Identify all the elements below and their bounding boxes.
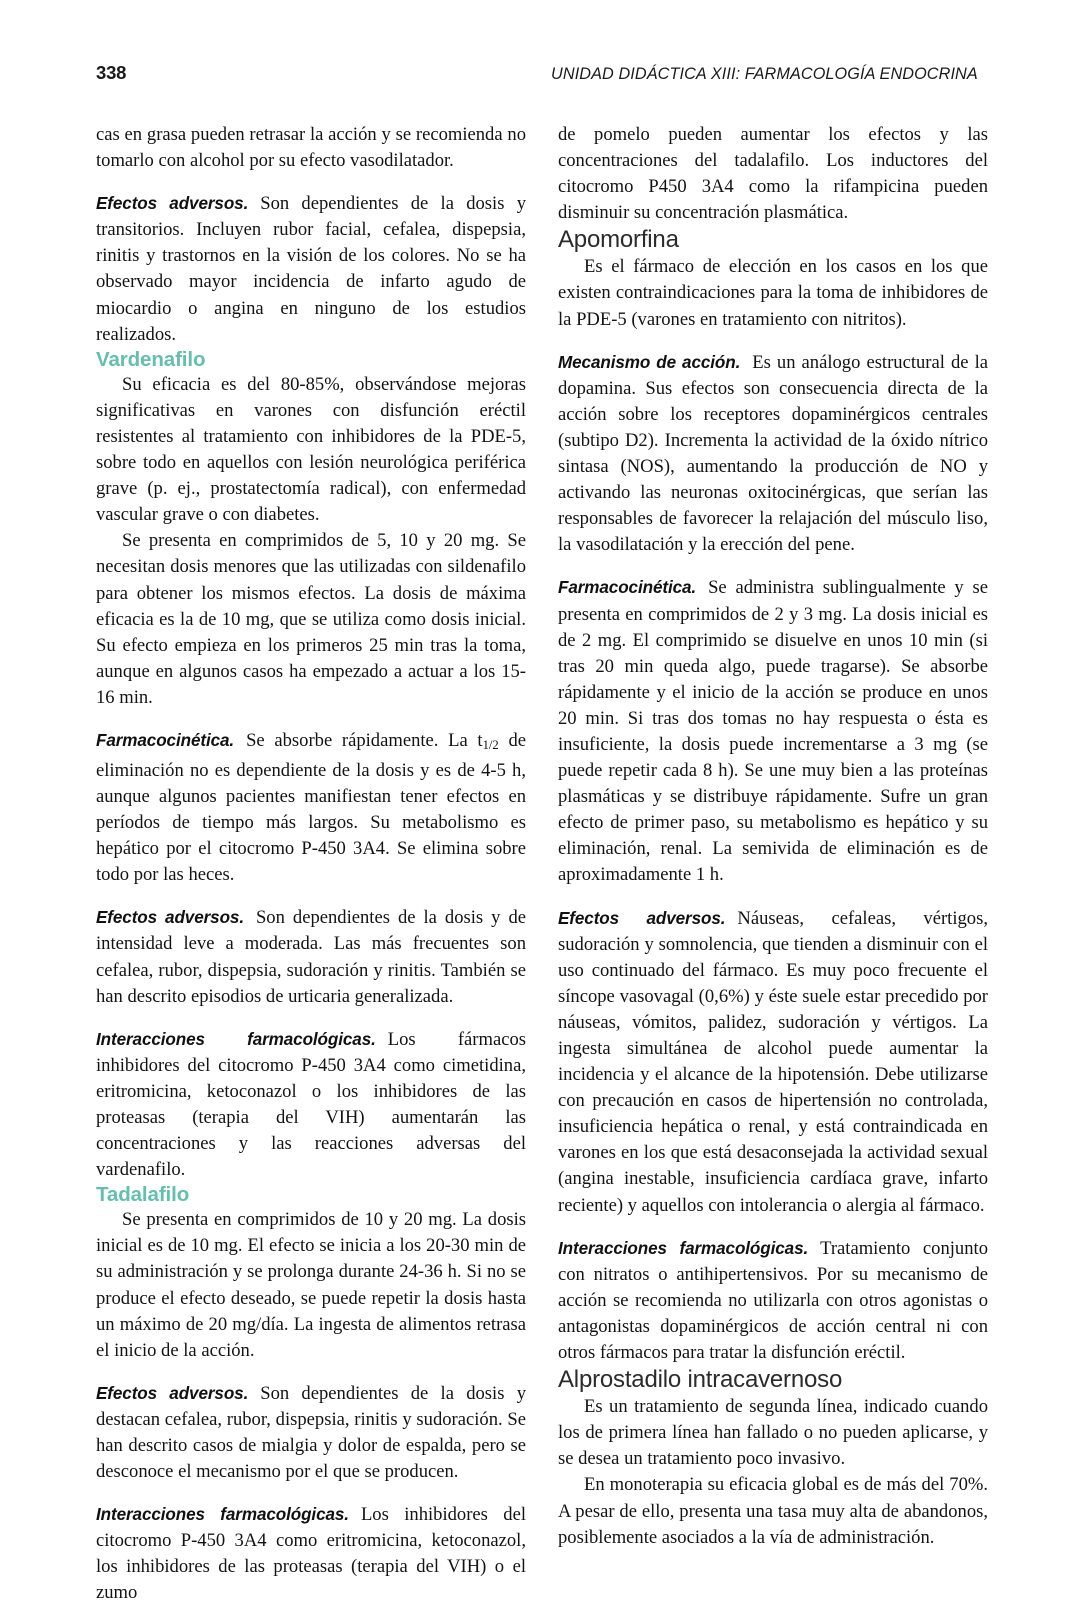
paragraph-text: Son dependientes de la dosis y de intensidad leve a moderada. Las más frecuentes son cefalea, rubor, dispepsia, sudoración y rinitis. También se han descrito episodios de urticaria generalizada. xyxy=(96,907,526,1007)
lead-in-label: Farmacocinética. xyxy=(96,730,235,750)
section-heading-vardenafilo: Vardenafilo xyxy=(96,347,206,371)
lead-in-label: Mecanismo de acción. xyxy=(558,352,741,372)
paragraph-text: Son dependientes de la dosis y transitorios. Incluyen rubor facial, cefalea, dispepsia, rinitis y trastornos en la visión de los colores. No se ha observado mayor incidencia de infarto agudo de miocardio o angina en ninguno de los estudios realizados. xyxy=(96,193,526,345)
left-column xyxy=(96,122,526,1607)
section-heading-apomorfina: Apomorfina xyxy=(558,226,679,254)
paragraph-apomorfina-interacciones xyxy=(558,1236,988,1366)
paragraph-apomorfina-farmacocinetica xyxy=(558,575,988,888)
paragraph-text: Es un análogo estructural de la dopamina. Sus efectos son consecuencia directa de la acción sobre los receptores dopaminérgicos centrales (subtipo D2). Incrementa la actividad de la óxido nítrico sintasa (NOS), aumentando la producción de NO y activando las neuronas oxitocinérgicas, que serían las responsables de favorecer la relajación del músculo liso, la vasodilatación y la erección del pene. xyxy=(558,351,988,556)
paragraph-sildenafilo-efectos-adversos xyxy=(96,191,526,348)
paragraph-vardenafilo-2: Se presenta en comprimidos de 5, 10 y 20 mg. Se necesitan dosis menores que las utilizadas con sildenafilo para obtener los mismos efectos. La dosis de máxima eficacia es la de 10 mg, que se utiliza como dosis inicial. Su efecto empieza en los primeros 25 min tras la toma, aunque en algunos casos ha empezado a actuar a los 15-16 min. xyxy=(96,530,526,708)
paragraph-alprostadilo-2: En monoterapia su eficacia global es de más del 70%. A pesar de ello, presenta una tasa muy alta de abandonos, posiblemente asociados a la vía de administración. xyxy=(558,1474,988,1548)
paragraph-alprostadilo-1: Es un tratamiento de segunda línea, indicado cuando los de primera línea han fallado o no pueden aplicarse, y se desea un tratamiento poco invasivo. xyxy=(558,1396,988,1470)
section-heading-alprostadilo: Alprostadilo intracavernoso xyxy=(558,1366,843,1394)
paragraph-apomorfina-efectos-adversos xyxy=(558,906,988,1219)
half-life-subscript: 1/2 xyxy=(482,737,499,752)
paragraph-tadalafilo-efectos-adversos xyxy=(96,1381,526,1485)
paragraph-tadalafilo-1: Se presenta en comprimidos de 10 y 20 mg. La dosis inicial es de 10 mg. El efecto se inicia a los 20-30 min de su administración y se prolonga durante 24-36 h. Si no se produce el efecto deseado, se puede repetir la dosis hasta un máximo de 20 mg/día. La ingesta de alimentos retrasa el inicio de la acción. xyxy=(96,1209,526,1361)
two-column-body xyxy=(96,122,988,1607)
paragraph-text: Se administra sublingualmente y se presenta en comprimidos de 2 y 3 mg. La dosis inicial es de 2 mg. El comprimido se disuelve en unos 10 min (si tras 20 min queda algo, puede tragarse). Se absorbe rápidamente y el inicio de la acción se produce en unos 20 min. Si tras dos tomas no hay respuesta o ésta es insuficiente, la dosis puede incrementarse a 3 mg (se puede repetir cada 8 h). Se une muy bien a las proteínas plasmáticas y se distribuye rápidamente. Sufre un gran efecto de primer paso, su metabolismo es hepático y su eliminación, renal. La semivida de eliminación es de aproximadamente 1 h. xyxy=(558,577,988,886)
section-heading-tadalafilo: Tadalafilo xyxy=(96,1183,190,1207)
lead-in-label: Farmacocinética. xyxy=(558,578,697,598)
lead-in-label: Efectos adversos. xyxy=(558,908,726,928)
paragraph-vardenafilo-1: Su eficacia es del 80-85%, observándose mejoras significativas en varones con disfunción eréctil resistentes al tratamiento con inhibidores de la PDE-5, sobre todo en aquellos con lesión neurológica periférica grave (p. ej., prostatectomía radical), con enfermedad vascular grave o con diabetes. xyxy=(96,373,526,526)
paragraph-apomorfina-1: Es el fármaco de elección en los casos en los que existen contraindicaciones para la toma de inhibidores de la PDE-5 (varones en tratamiento con nitritos). xyxy=(558,256,988,330)
right-column xyxy=(558,122,988,1607)
lead-in-label: Interacciones farmacológicas. xyxy=(96,1505,349,1525)
paragraph-vardenafilo-interacciones xyxy=(96,1027,526,1184)
paragraph-vardenafilo-efectos-adversos xyxy=(96,905,526,1009)
paragraph-apomorfina-mecanismo xyxy=(558,350,988,559)
lead-in-label: Efectos adversos. xyxy=(96,908,244,928)
paragraph-text: Tratamiento conjunto con nitratos o antihipertensivos. Por su mecanismo de acción se recomienda no utilizarla con otros agonistas o antagonistas dopaminérgicos de acción central ni con otros fármacos para tratar la disfunción eréctil. xyxy=(558,1237,988,1364)
lead-in-label: Efectos adversos. xyxy=(96,1383,249,1403)
paragraph-tadalafilo-interacciones xyxy=(96,1502,526,1606)
paragraph-vardenafilo-farmacocinetica xyxy=(96,728,526,888)
running-title: UNIDAD DIDÁCTICA XIII: FARMACOLOGÍA ENDOCRINA xyxy=(551,64,978,83)
lead-in-label: Interacciones farmacológicas. xyxy=(558,1238,809,1258)
paragraph-text: Los fármacos inhibidores del citocromo P-450 3A4 como cimetidina, eritromicina, ketoconazol o los inhibidores de las proteasas (terapia del VIH) aumentarán las concentraciones y las reacciones adversas del vardenafilo. xyxy=(96,1028,526,1181)
paragraph-continuation-right: de pomelo pueden aumentar los efectos y las concentraciones del tadalafilo. Los inductores del citocromo P450 3A4 como la rifampicina pueden disminuir su concentración plasmática. xyxy=(558,124,988,224)
paragraph-text-after-subscript: de eliminación no es dependiente de la dosis y es de 4-5 h, aunque algunos pacientes manifiestan tener efectos en períodos de tiempo más largos. Su metabolismo es hepático por el citocromo P-450 3A4. Se elimina sobre todo por las heces. xyxy=(96,729,526,886)
paragraph-text: Náuseas, cefaleas, vértigos, sudoración y somnolencia, que tienden a disminuir con el uso continuado del fármaco. Es muy poco frecuente el síncope vasovagal (0,6%) y éste suele estar precedido por náuseas, vómitos, palidez, sudoración y vértigos. La ingesta simultánea de alcohol puede aumentar la incidencia y el alcance de la hipotensión. Debe utilizarse con precaución en casos de hipertensión no controlada, insuficiencia hepática o renal, y está contraindicada en varones en los que está desaconsejada la actividad sexual (angina inestable, insuficiencia cardíaca grave, infarto reciente) y aquellos con intolerancia o alergia al fármaco. xyxy=(558,907,988,1216)
page-number: 338 xyxy=(96,62,127,83)
running-head xyxy=(96,62,988,88)
lead-in-label: Efectos adversos. xyxy=(96,194,249,214)
paragraph-text: Los inhibidores del citocromo P-450 3A4 como eritromicina, ketoconazol, los inhibidores de las proteasas (terapia del VIH) o el zumo xyxy=(96,1504,526,1604)
lead-in-label: Interacciones farmacológicas. xyxy=(96,1029,376,1049)
paragraph-text-before-subscript: Se absorbe rápidamente. La t xyxy=(246,729,483,751)
paragraph-text: Son dependientes de la dosis y destacan cefalea, rubor, dispepsia, rinitis y sudoración. Se han descrito casos de mialgia y dolor de espalda, pero se desconoce el mecanismo por el que se producen. xyxy=(96,1382,526,1483)
paragraph-continuation-left: cas en grasa pueden retrasar la acción y se recomienda no tomarlo con alcohol por su efecto vasodilatador. xyxy=(96,124,526,172)
